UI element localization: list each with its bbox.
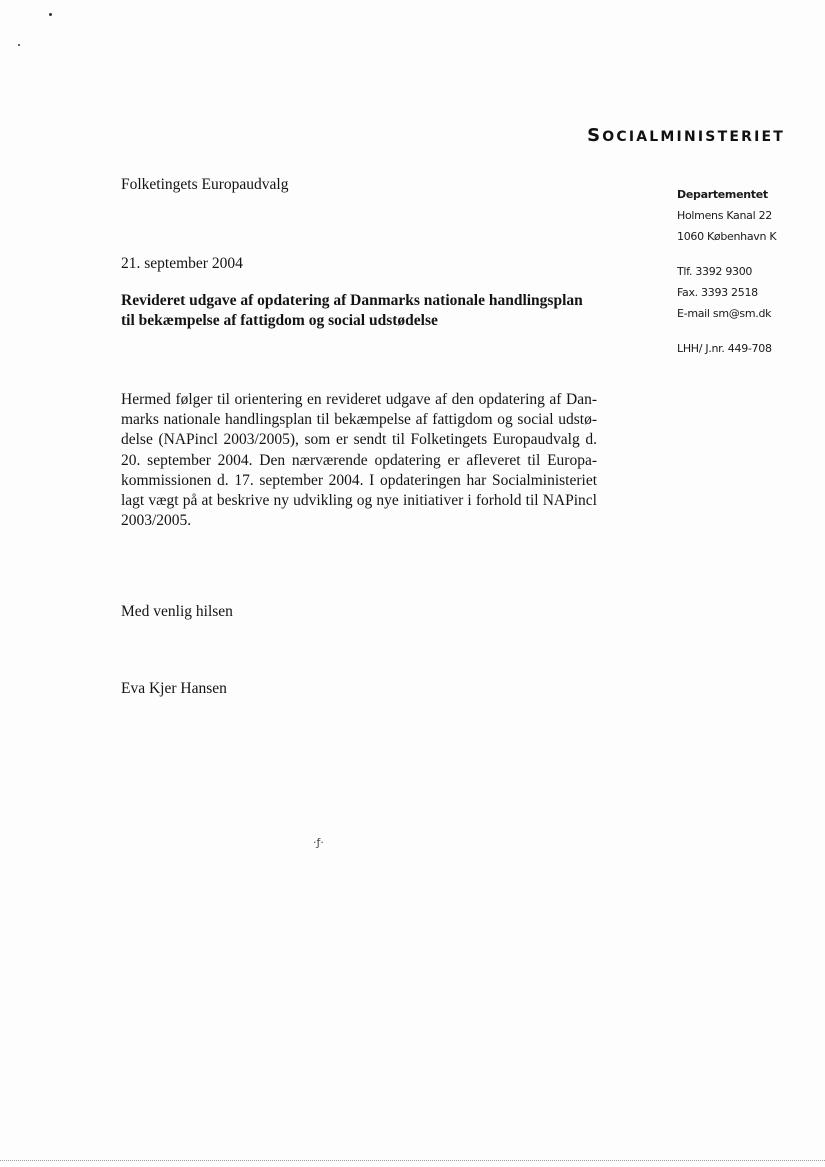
reference-number: LHH/ J.nr. 449-708 — [677, 342, 772, 355]
body-line: delse (NAPincl 2003/2005), som er sendt til Folketingets Europaudvalg d. — [121, 431, 597, 449]
letter-date: 21. september 2004 — [121, 255, 243, 272]
body-line: lagt vægt på at beskrive ny udvikling og nye initiativer i forhold til NAPincl — [121, 492, 597, 510]
scan-speck — [18, 44, 20, 46]
subject-line-2: til bekæmpelse af fattigdom og social udstødelse — [121, 312, 438, 329]
phone-number: Tlf. 3392 9300 — [677, 265, 753, 278]
letterhead-initial: S — [587, 125, 603, 146]
subject-line-1: Revideret udgave af opdatering af Danmarks nationale handlingsplan — [121, 292, 583, 309]
sender-info-sidebar — [677, 184, 776, 359]
body-line: Hermed følger til orientering en revideret udgave af den opdatering af Dan- — [121, 391, 597, 408]
fax-number: Fax. 3393 2518 — [677, 286, 758, 299]
body-line: 20. september 2004. Den nærværende opdatering er afleveret til Europa- — [121, 451, 597, 469]
letterhead-rest: OCIALMINISTERIET — [602, 129, 785, 145]
body-paragraph — [121, 390, 597, 531]
recipient: Folketingets Europaudvalg — [121, 176, 289, 193]
page-edge-line — [0, 1160, 825, 1162]
scan-mark: ·ƒ· — [313, 836, 324, 849]
body-line: kommissionen d. 17. september 2004. I opdateringen har Socialministeriet — [121, 471, 597, 489]
signer-name: Eva Kjer Hansen — [121, 680, 227, 697]
subject-heading — [121, 291, 601, 331]
body-line: marks nationale handlingsplan til bekæmpelse af fattigdom og social udstø- — [121, 411, 597, 429]
body-line: 2003/2005. — [121, 512, 192, 530]
closing-salutation: Med venlig hilsen — [121, 603, 233, 620]
address-line-1: Holmens Kanal 22 — [677, 209, 772, 222]
address-line-2: 1060 København K — [677, 230, 777, 243]
email-address: E-mail sm@sm.dk — [677, 307, 772, 320]
letterhead-organization — [587, 125, 785, 146]
scan-speck — [49, 13, 52, 16]
department-name: Departementet — [677, 188, 768, 201]
